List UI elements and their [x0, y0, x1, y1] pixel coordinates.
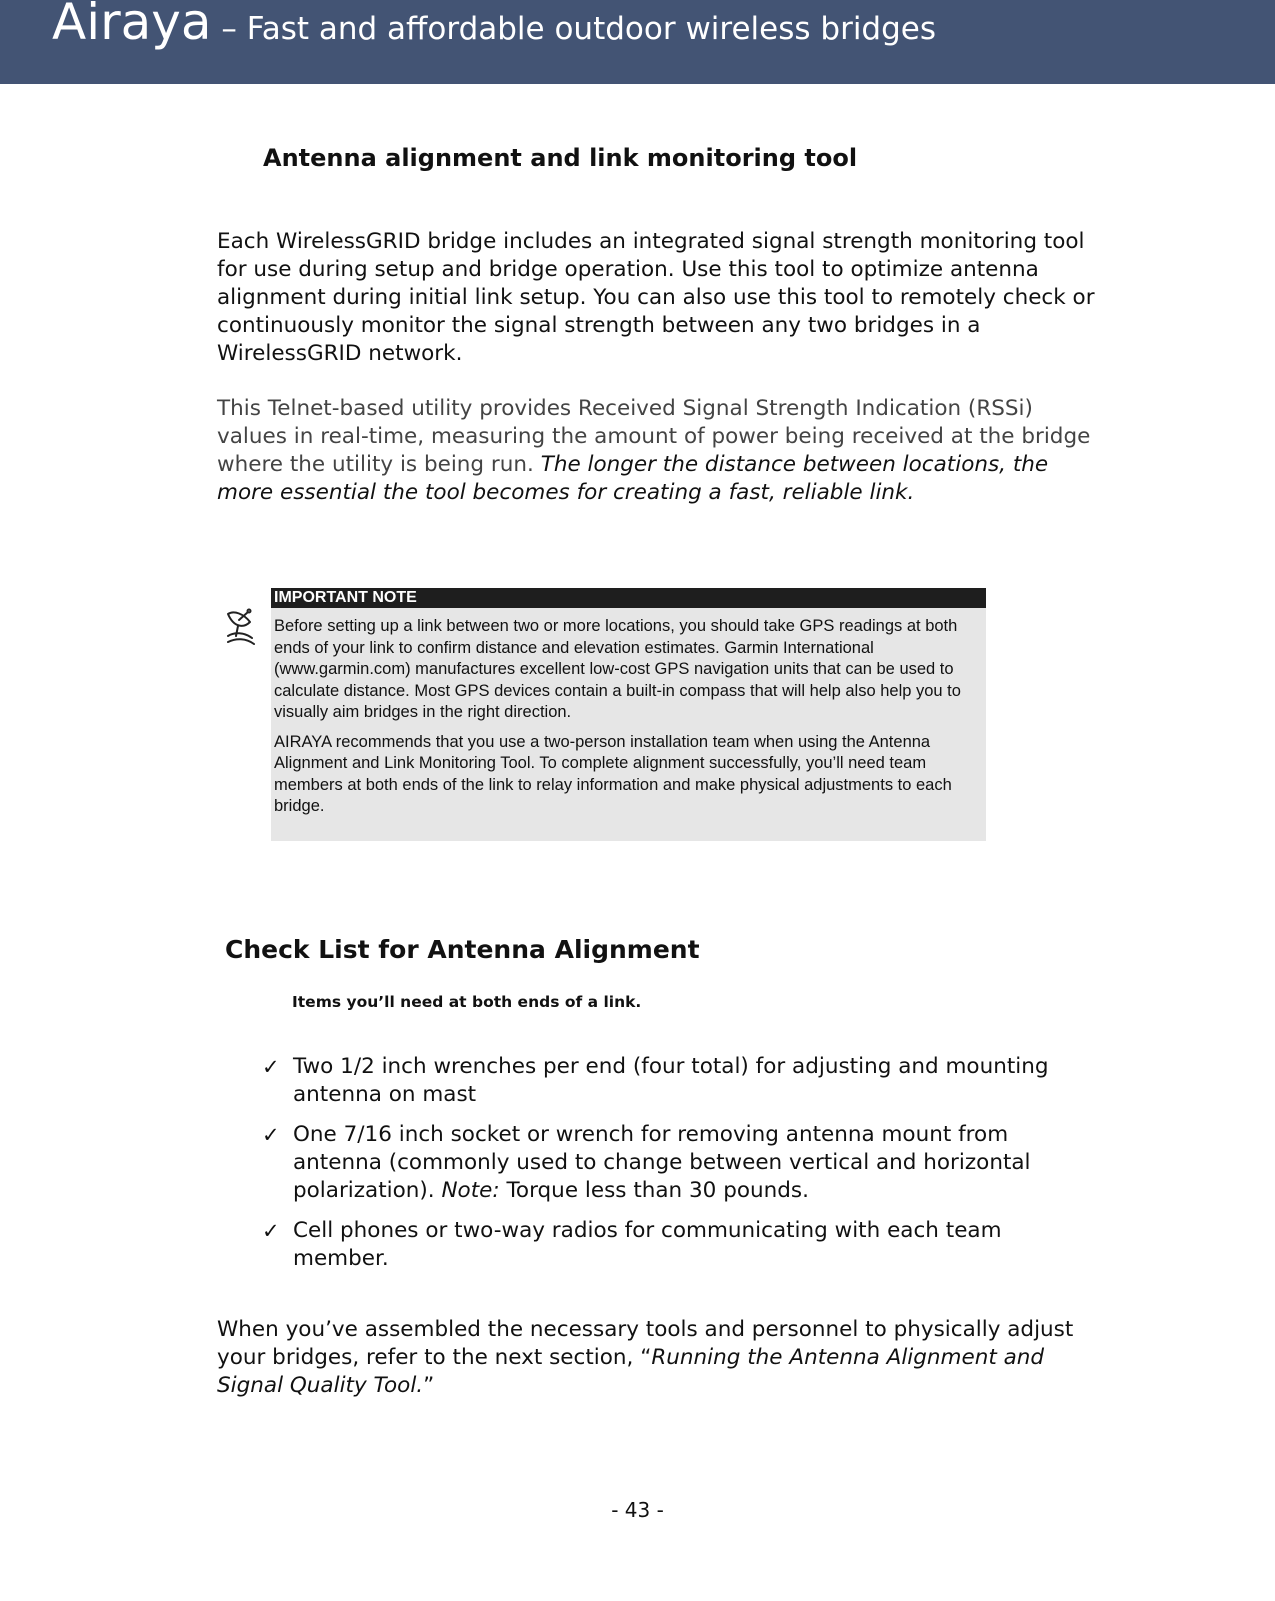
brand-name: Airaya [52, 0, 212, 51]
satellite-dish-icon [224, 606, 262, 646]
check-icon: ✓ [262, 1219, 280, 1243]
important-note-heading: IMPORTANT NOTE [271, 588, 986, 608]
checklist-subtitle: Items you’ll need at both ends of a link. [292, 993, 642, 1011]
checklist-item [262, 1053, 1102, 1109]
checklist-item [262, 1121, 1102, 1205]
brand-tagline: – Fast and affordable outdoor wireless bridges [211, 11, 937, 47]
closing-quote: ” [423, 1373, 435, 1398]
note-gps-paragraph: Before setting up a link between two or more locations, you should take GPS readings at both ends of your link to confirm distance and elevation estimates. Garmin International (www.garmin.com) manufactures excellent low-cost GPS navigation units that can be used to calculate distance. Most GPS devices contain a built-in compass that will help also help you to visually aim bridges in the right direction. [274, 617, 961, 721]
checklist [262, 1053, 1102, 1285]
section-title-antenna-tool: Antenna alignment and link monitoring tool [263, 144, 858, 172]
check-icon: ✓ [262, 1123, 280, 1147]
checklist-item-text: Cell phones or two-way radios for communicating with each team member. [293, 1218, 1002, 1271]
header-title [52, 0, 936, 59]
important-note-box [271, 588, 986, 841]
section-title-checklist: Check List for Antenna Alignment [225, 935, 700, 964]
checklist-item [262, 1217, 1102, 1273]
checklist-item-text: One 7/16 inch socket or wrench for removing antenna mount from antenna (commonly used to change between vertical and horizontal polarization). [293, 1122, 1031, 1203]
closing-paragraph [217, 1316, 1097, 1400]
checklist-item-note-text: Torque less than 30 pounds. [499, 1178, 809, 1203]
checklist-item-note-label: Note: [441, 1178, 500, 1203]
note-team-paragraph: AIRAYA recommends that you use a two-person installation team when using the Antenna Alignment and Link Monitoring Tool. To complete alignment successfully, you’ll need team members at both ends of the link to relay information and make physical adjustments to each bridge. [274, 732, 952, 815]
page-number: - 43 - [611, 1498, 664, 1522]
page-header [0, 0, 1275, 84]
rssi-paragraph-text: This Telnet-based utility provides Received Signal Strength Indication (RSSi) values in real-time, measuring the amount of power being received at the bridge where the utility is being run. [217, 396, 1091, 477]
closing-text: When you’ve assembled the necessary tools and personnel to physically adjust your bridges, refer to the next section, “ [217, 1317, 1074, 1370]
rssi-paragraph-emphasis: The longer the distance between locations, the more essential the tool becomes for creating a fast, reliable link. [217, 452, 1049, 505]
check-icon: ✓ [262, 1055, 280, 1079]
closing-section-reference: Running the Antenna Alignment and Signal Quality Tool. [217, 1345, 1045, 1398]
checklist-item-text: Two 1/2 inch wrenches per end (four total) for adjusting and mounting antenna on mast [293, 1054, 1049, 1107]
intro-paragraph: Each WirelessGRID bridge includes an integrated signal strength monitoring tool for use during setup and bridge operation. Use this tool to optimize antenna alignment during initial link setup. You can also use this tool to remotely check or continuously monitor the signal strength between any two bridges in a WirelessGRID network. [217, 229, 1095, 366]
rssi-paragraph [217, 395, 1097, 507]
